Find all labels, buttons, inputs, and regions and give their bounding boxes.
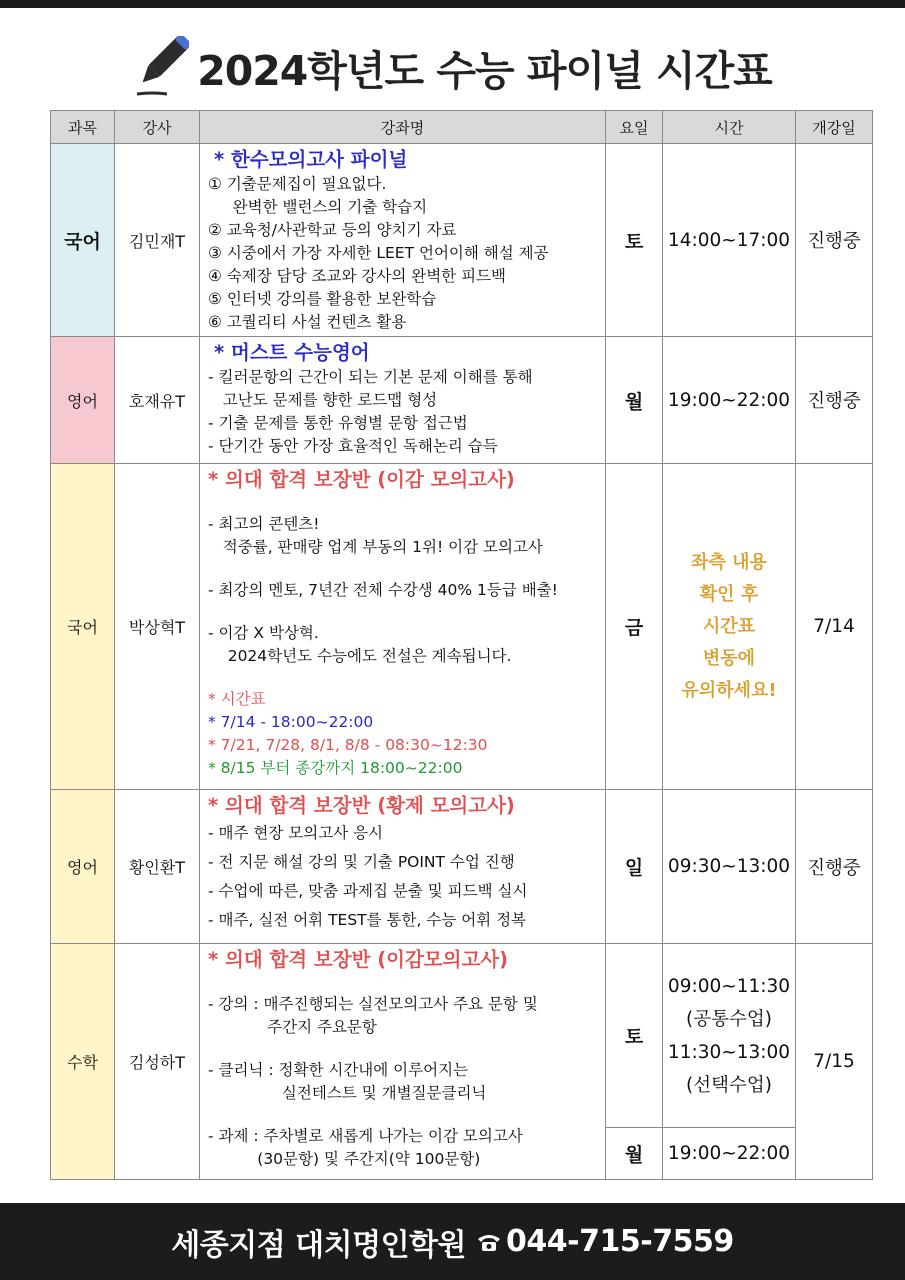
telephone-icon [476,1231,502,1253]
course-line: ② 교육청/사관학교 등의 양치기 자료 [208,221,457,239]
course-line: - 이감 X 박상혁. [208,624,319,642]
subject-cell: 국어 [51,464,115,790]
start-cell: 진행중 [796,144,873,337]
subject-cell: 수학 [51,944,115,1180]
course-heading: * 의대 합격 보장반 (이감모의고사) [208,948,509,971]
time-common: 09:00~11:30 [667,975,791,997]
start-cell: 7/15 [796,944,873,1180]
table-row [51,944,873,1128]
course-line: 고난도 문제를 향한 로드맵 형성 [208,391,438,409]
table-row [51,144,873,337]
course-line: 완벽한 밸런스의 기출 학습지 [208,198,428,216]
table-row [51,337,873,464]
header-teacher: 강사 [115,111,200,144]
course-line: 실전테스트 및 개별질문클리닉 [208,1084,487,1102]
time-elective-label: (선택수업) [686,1074,772,1096]
header-day: 요일 [606,111,663,144]
start-cell: 진행중 [796,337,873,464]
time-cell: 19:00~22:00 [663,337,796,464]
start-cell: 7/14 [796,464,873,790]
course-line: - 기출 문제를 통한 유형별 문항 접근법 [208,414,468,432]
course-line: - 클리닉 : 정확한 시간내에 이루어지는 [208,1061,469,1079]
table-row [51,464,873,790]
time-common-label: (공통수업) [686,1008,772,1030]
teacher-cell: 황인환T [115,790,200,944]
day-cell: 월 [606,337,663,464]
time-cell: 09:30~13:00 [663,790,796,944]
course-cell [200,790,606,944]
header-course: 강좌명 [200,111,606,144]
teacher-cell: 박상혁T [115,464,200,790]
timetable [50,110,873,1180]
course-line: 적중률, 판매량 업계 부동의 1위! 이감 모의고사 [208,538,543,556]
branch-name: 세종지점 대치명인학원 [171,1227,467,1263]
course-line: ⑥ 고퀄리티 사설 컨텐츠 활용 [208,313,407,331]
schedule-notice: 좌측 내용 확인 후 시간표 변동에 유의하세요! [681,551,777,701]
time-elective: 11:30~13:00 [667,1041,791,1063]
course-line: 주간지 주요문항 [208,1018,377,1036]
course-cell [200,464,606,790]
course-heading: * 의대 합격 보장반 (황제 모의고사) [208,794,515,817]
course-line: - 강의 : 매주진행되는 실전모의고사 주요 문항 및 [208,995,538,1013]
page-title: 2024학년도 수능 파이널 시간표 [197,46,772,95]
course-line: - 전 지문 해설 강의 및 기출 POINT 수업 진행 [208,853,515,871]
course-line: - 단기간 동안 가장 효율적인 독해논리 습득 [208,437,498,455]
course-line: ① 기출문제집이 필요없다. [208,175,387,193]
course-heading: * 의대 합격 보장반 (이감 모의고사) [208,468,515,491]
day-cell: 토 [606,144,663,337]
course-line: - 최고의 콘텐츠! [208,515,320,533]
course-line: - 킬러문항의 근간이 되는 기본 문제 이해를 통해 [208,368,533,386]
schedule-line: * 8/15 부터 종강까지 18:00~22:00 [208,759,463,777]
day-cell: 일 [606,790,663,944]
header-start: 개강일 [796,111,873,144]
course-line: - 수업에 따른, 맞춤 과제집 분출 및 피드백 실시 [208,882,528,900]
time-cell [663,944,796,1128]
course-heading: * 한수모의고사 파이널 [214,148,408,171]
day-cell: 월 [606,1128,663,1180]
time-cell: 14:00~17:00 [663,144,796,337]
header-time: 시간 [663,111,796,144]
day-cell: 토 [606,944,663,1128]
course-line: ⑤ 인터넷 강의를 활용한 보완학습 [208,290,437,308]
start-cell: 진행중 [796,790,873,944]
course-cell [200,337,606,464]
course-cell [200,144,606,337]
notice-cell [663,464,796,790]
title-row [0,28,905,106]
phone-number[interactable]: 044-715-7559 [506,1224,734,1259]
footer-bar [0,1203,905,1280]
course-line: - 매주, 실전 어휘 TEST를 통한, 수능 어휘 정복 [208,911,527,929]
course-line: 2024학년도 수능에도 전설은 계속됩니다. [208,647,512,665]
time-cell: 19:00~22:00 [663,1128,796,1180]
schedule-line: * 7/14 - 18:00~22:00 [208,713,374,731]
course-line: - 최강의 멘토, 7년간 전체 수강생 40% 1등급 배출! [208,581,558,599]
course-line: ④ 숙제장 담당 조교와 강사의 완벽한 피드백 [208,267,506,285]
course-line: ③ 시중에서 가장 자세한 LEET 언어이해 해설 제공 [208,244,549,262]
table-row [51,790,873,944]
header-subject: 과목 [51,111,115,144]
schedule-title: * 시간표 [208,690,266,708]
course-line: - 매주 현장 모의고사 응시 [208,824,384,842]
schedule-line: * 7/21, 7/28, 8/1, 8/8 - 08:30~12:30 [208,736,488,754]
subject-cell: 영어 [51,337,115,464]
day-cell: 금 [606,464,663,790]
subject-cell: 국어 [51,144,115,337]
course-line: (30문항) 및 주간지(약 100문항) [208,1150,481,1168]
course-line: - 과제 : 주차별로 새롭게 나가는 이감 모의고사 [208,1127,523,1145]
top-border [0,0,905,8]
teacher-cell: 호재유T [115,337,200,464]
teacher-cell: 김민재T [115,144,200,337]
subject-cell: 영어 [51,790,115,944]
header-row [51,111,873,144]
pencil-icon [133,36,189,98]
teacher-cell: 김성하T [115,944,200,1180]
course-heading: * 머스트 수능영어 [214,341,370,364]
course-cell [200,944,606,1180]
